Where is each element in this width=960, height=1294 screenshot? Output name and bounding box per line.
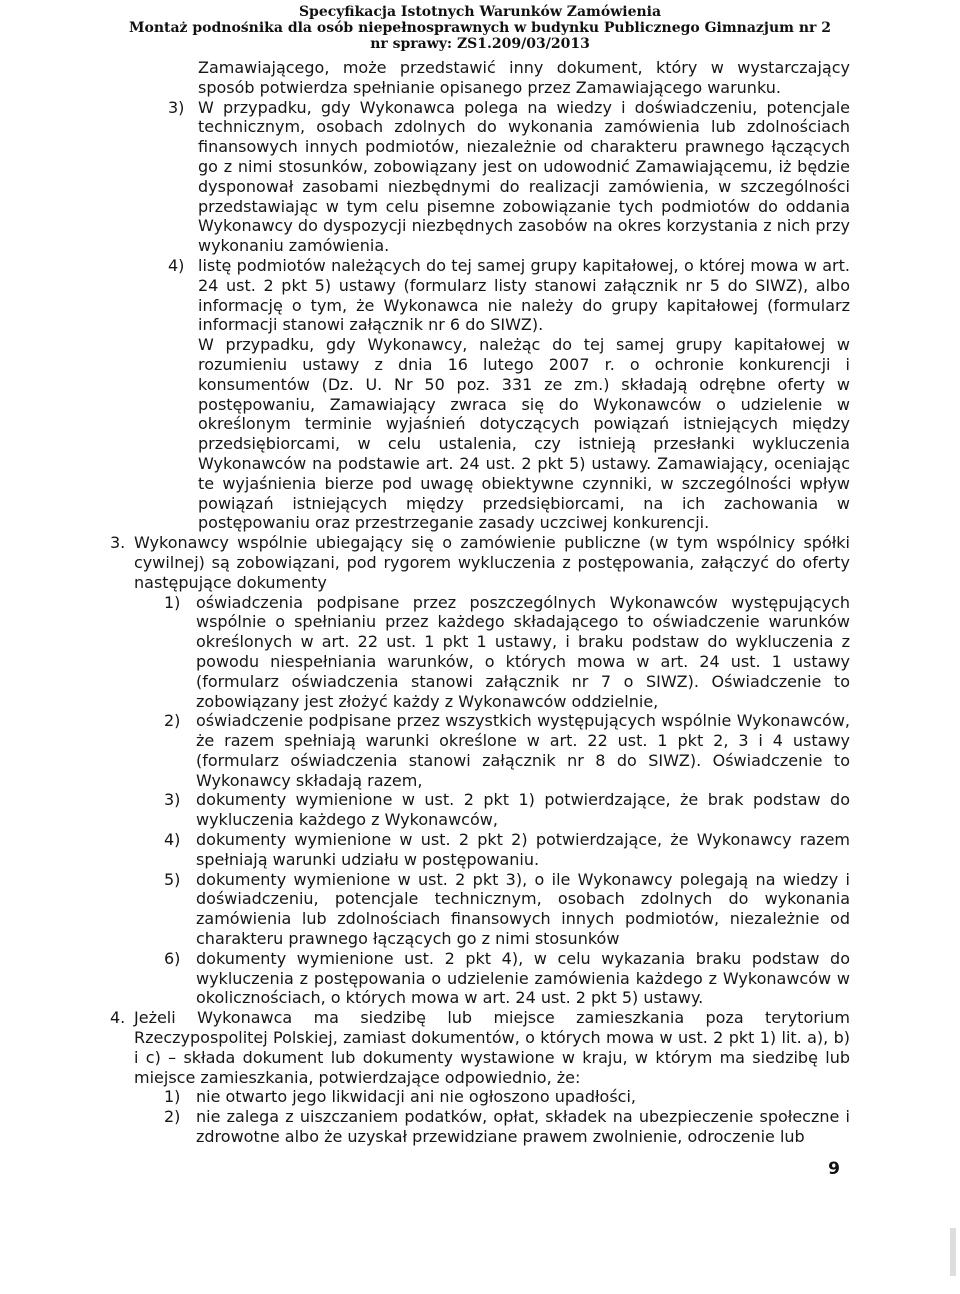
list-item — [168, 97, 850, 256]
list-item-text: nie zalega z uiszczaniem podatków, opłat, składek na ubezpieczenie społeczne i zdrowotne albo że uzyskał przewidziane prawem zwolnienie, odroczenie lub — [196, 1107, 850, 1147]
section-label: 4. — [110, 1008, 126, 1028]
list-item-label: 4) — [168, 255, 185, 275]
list-item-label: 1) — [164, 1087, 181, 1107]
list-item-label: 1) — [164, 592, 181, 612]
list-item-text: W przypadku, gdy Wykonawca polega na wiedzy i doświadczeniu, potencjale technicznym, osobach zdolnych do wykonania zamówienia lub zdolnościach finansowych innych podmiotów, niezależnie od charakteru prawnego łączących go z nimi stosunków, zobowiązany jest on udowodnić Zamawiającemu, iż będzie dysponował zasobami niezbędnymi do realizacji zamówienia, w szczególności przedstawiając w tym celu pisemne zobowiązanie tych podmiotów do oddania Wykonawcy do dyspozycji niezbędnych zasobów na okres korzystania z nich przy wykonaniu zamówienia. — [198, 97, 850, 256]
list-item-text: listę podmiotów należących do tej samej grupy kapitałowej, o której mowa w art. 24 ust. 2 pkt 5) ustawy (formularz listy stanowi załącznik nr 5 do SIWZ), albo informację o tym, że Wykonawca nie należy do grupy kapitałowej (formularz informacji stanowi załącznik nr 6 do SIWZ). — [198, 255, 850, 335]
list-item — [168, 255, 850, 533]
list-item-label: 5) — [164, 869, 181, 889]
intro-paragraph: Zamawiającego, może przedstawić inny dokument, który w wystarczający sposób potwierdza spełnianie opisanego przez Zamawiającego warunku. — [198, 58, 850, 97]
list-item-label: 3) — [168, 97, 185, 117]
list-item-text: dokumenty wymienione w ust. 2 pkt 3), o ile Wykonawcy polegają na wiedzy i doświadczeniu, potencjale technicznym, osobach zdolnych do wykonania zamówienia lub zdolnościach finansowych innych podmiotów, niezależnie od charakteru prawnego łączących go z nimi stosunków — [196, 869, 850, 949]
section-text: Wykonawcy wspólnie ubiegający się o zamówienie publiczne (w tym wspólnicy spółki cywilnej) są zobowiązani, pod rygorem wykluczenia z postępowania, załączyć do oferty następujące dokumenty — [134, 533, 850, 592]
list-item — [158, 1107, 850, 1147]
section-4-list — [158, 1087, 850, 1146]
list-item — [158, 790, 850, 830]
section-3-list — [158, 593, 850, 1009]
document-body — [110, 58, 850, 1147]
list-item-label: 6) — [164, 948, 181, 968]
list-item-label: 3) — [164, 790, 181, 810]
header-case-number: nr sprawy: ZS1.209/03/2013 — [370, 36, 590, 52]
list-item — [158, 870, 850, 949]
list-item-text: oświadczenia podpisane przez poszczególnych Wykonawców występujących wspólnie o spełnianiu przez każdego składającego to oświadczenie warunków określonych w art. 22 ust. 1 pkt 1 ustawy, i braku podstaw do wykluczenia z powodu niespełniania warunków, o których mowa w art. 24 ust. 1 ustawy (formularz oświadczenia stanowi załącznik nr 7 o SIWZ). Oświadczenie to zobowiązany jest złożyć każdy z Wykonawców oddzielnie, — [196, 592, 850, 711]
subsection-list — [168, 58, 850, 533]
list-item-text: dokumenty wymienione w ust. 2 pkt 1) potwierdzające, że brak podstaw do wykluczenia każdego z Wykonawców, — [196, 790, 850, 830]
section-text: Jeżeli Wykonawca ma siedzibę lub miejsce zamieszkania poza terytorium Rzeczypospolitej Polskiej, zamiast dokumentów, o których mowa w ust. 2 pkt 1) lit. a), b) i c) – składa dokument lub dokumenty wystawione w kraju, w którym ma siedzibę lub miejsce zamieszkania, potwierdzające odpowiednio, że: — [134, 1008, 850, 1087]
list-item-text: oświadczenie podpisane przez wszystkich występujących wspólnie Wykonawców, że razem spełniają warunki określone w art. 22 ust. 1 pkt 2, 3 i 4 ustawy (formularz oświadczenia stanowi załącznik nr 8 do SIWZ). Oświadczenie to Wykonawcy składają razem, — [196, 711, 850, 790]
group-explanation-paragraph: W przypadku, gdy Wykonawcy, należąc do tej samej grupy kapitałowej w rozumieniu ustawy z dnia 16 lutego 2007 r. o ochronie konkurencji i konsumentów (Dz. U. Nr 50 poz. 331 ze zm.) składają odrębne oferty w postępowaniu, Zamawiający zwraca się do Wykonawców o udzielenie w określonym terminie wyjaśnień dotyczących powiązań istniejących między przedsiębiorcami, w celu ustalenia, czy istnieją przesłanki wykluczenia Wykonawców na podstawie art. 24 ust. 2 pkt 5) ustawy. Zamawiający, oceniając te wyjaśnienia bierze pod uwagę obiektywne czynniki, w szczególności wpływ powiązań istniejących między przedsiębiorcami, na ich zachowania w postępowaniu oraz przestrzeganie zasady uczciwej konkurencji. — [198, 335, 850, 533]
list-item — [158, 830, 850, 870]
list-item-label: 4) — [164, 830, 181, 850]
page-header — [0, 4, 960, 52]
list-item-text: dokumenty wymienione ust. 2 pkt 4), w celu wykazania braku podstaw do wykluczenia z postępowania o udzielenie zamówienia każdego z Wykonawców w okolicznościach, o których mowa w art. 24 ust. 2 pkt 5) ustawy. — [196, 948, 850, 1008]
header-title: Specyfikacja Istotnych Warunków Zamówienia — [298, 4, 662, 20]
list-item-text: nie otwarto jego likwidacji ani nie ogłoszono upadłości, — [196, 1087, 637, 1107]
list-item-label: 2) — [164, 1107, 181, 1127]
scan-edge-mark — [950, 1228, 956, 1276]
list-item-label: 2) — [164, 711, 181, 731]
section-3 — [110, 533, 850, 1008]
page-number: 9 — [828, 1159, 840, 1179]
header-subtitle: Montaż podnośnika dla osób niepełnosprawnych w budynku Publicznego Gimnazjum nr 2 — [128, 20, 831, 36]
list-item — [158, 711, 850, 790]
list-item — [158, 949, 850, 1008]
list-item — [158, 593, 850, 712]
list-item-text: dokumenty wymienione w ust. 2 pkt 2) potwierdzające, że Wykonawcy razem spełniają warunki udziału w postępowaniu. — [196, 830, 850, 869]
section-label: 3. — [110, 533, 126, 553]
list-item — [158, 1087, 850, 1107]
section-4 — [110, 1008, 850, 1147]
